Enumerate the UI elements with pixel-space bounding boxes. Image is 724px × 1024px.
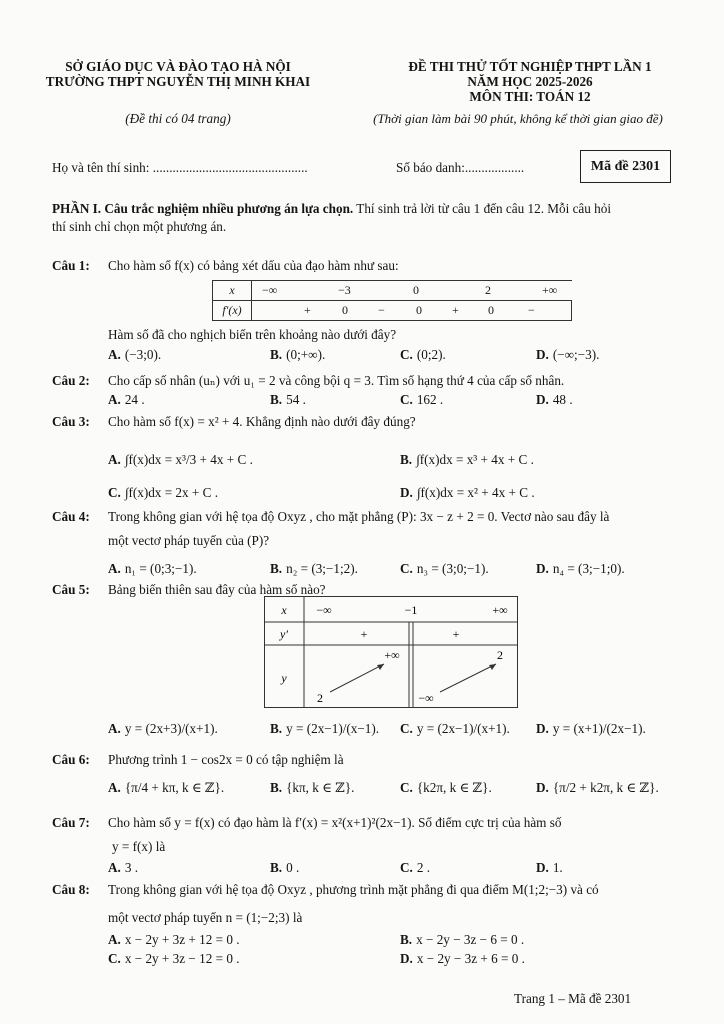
q1-x-val: −∞: [262, 283, 278, 297]
q1-label: Câu 1:: [52, 258, 90, 273]
school-name: TRƯỜNG THPT NGUYỄN THỊ MINH KHAI: [45, 74, 311, 89]
time-note: (Thời gian làm bài 90 phút, không kể thời gian giao đề): [373, 111, 663, 126]
q1-sign: +: [304, 303, 311, 317]
q1-sign: −: [528, 303, 535, 317]
q6-text: Phương trình 1 − cos2x = 0 có tập nghiệm là: [108, 752, 344, 767]
q3-option-a[interactable]: A. ∫f(x)dx = x³/3 + 4x + C .: [108, 452, 253, 467]
subject: MÔN THI: TOÁN 12: [469, 89, 591, 104]
q7-option-d[interactable]: D. 1.: [536, 860, 563, 875]
q5-x-val: −1: [404, 603, 418, 617]
q3-option-d[interactable]: D. ∫f(x)dx = x² + 4x + C .: [400, 485, 535, 500]
q6-option-a[interactable]: A. {π/4 + kπ, k ∈ ℤ}.: [108, 780, 225, 795]
q1-option-a[interactable]: A. (−3;0).: [108, 347, 162, 362]
q1-text: Cho hàm số f(x) có bảng xét dấu của đạo hàm như sau:: [108, 258, 399, 273]
q3-option-c[interactable]: C. ∫f(x)dx = 2x + C .: [108, 485, 219, 500]
q5-y-val: −∞: [418, 691, 434, 705]
q5-yp-sign: +: [452, 627, 460, 641]
q1-x-val: −3: [338, 283, 351, 297]
q5-variation-table: [264, 596, 518, 708]
q1-sign-table: [212, 280, 572, 321]
q1-x-val: 2: [485, 283, 491, 297]
exam-title: ĐỀ THI THỬ TỐT NGHIỆP THPT LẦN 1: [408, 59, 652, 74]
q5-x-label: x: [281, 603, 287, 617]
q7-option-c[interactable]: C. 2 .: [400, 860, 431, 875]
q5-option-d[interactable]: D. y = (x+1)/(2x−1).: [536, 721, 646, 736]
q6-option-b[interactable]: B. {kπ, k ∈ ℤ}.: [270, 780, 355, 795]
q5-option-a[interactable]: A. y = (2x+3)/(x+1).: [108, 721, 218, 736]
school-year: NĂM HỌC 2025-2026: [467, 74, 593, 89]
q5-y-val: 2: [317, 691, 323, 705]
q5-y-val: +∞: [384, 648, 400, 662]
part1-heading: [52, 201, 611, 217]
q1-sign: −: [378, 303, 385, 317]
q8-option-d[interactable]: D. x − 2y − 3z + 6 = 0 .: [400, 951, 525, 966]
q1-sign: 0: [342, 303, 348, 317]
q7-label: Câu 7:: [52, 815, 90, 830]
part1-desc: Thí sinh trả lời từ câu 1 đến câu 12. Mỗi câu hỏi: [353, 201, 612, 216]
student-name-field: Họ và tên thí sinh: ...............................................: [52, 160, 308, 175]
part1-title: PHẦN I. Câu trắc nghiệm nhiều phương án lựa chọn.: [52, 201, 354, 216]
q1-option-d[interactable]: D. (−∞;−3).: [536, 347, 600, 362]
q5-yp-sign: +: [360, 627, 368, 641]
q5-option-b[interactable]: B. y = (2x−1)/(x−1).: [270, 721, 380, 736]
q7-option-b[interactable]: B. 0 .: [270, 860, 300, 875]
page-footer: Trang 1 – Mã đề 2301: [514, 991, 632, 1006]
q4-label: Câu 4:: [52, 509, 90, 524]
q1-sign: 0: [488, 303, 494, 317]
q6-label: Câu 6:: [52, 752, 90, 767]
q4-option-a[interactable]: A. n₁ = (0;3;−1).: [108, 561, 197, 576]
q8-text: Trong không gian với hệ tọa độ Oxyz , phương trình mặt phẳng đi qua điểm M(1;2;−3) và có: [108, 882, 599, 897]
q5-y-label: y: [281, 671, 287, 685]
q7-text2: y = f(x) là: [112, 839, 166, 854]
q1-fp-label: f′(x): [213, 301, 252, 321]
q4-option-d[interactable]: D. n₄ = (3;−1;0).: [536, 561, 625, 576]
q5-yp-label: y′: [280, 627, 288, 641]
q5-option-c[interactable]: C. y = (2x−1)/(x+1).: [400, 721, 510, 736]
q2-label: Câu 2:: [52, 373, 90, 388]
q4-text: Trong không gian với hệ tọa độ Oxyz , cho mặt phẳng (P): 3x − z + 2 = 0. Vectơ nào sau đây là: [108, 509, 610, 524]
q8-option-a[interactable]: A. x − 2y + 3z + 12 = 0 .: [108, 932, 240, 947]
q1-option-b[interactable]: B. (0;+∞).: [270, 347, 326, 362]
page-count-note: (Đề thi có 04 trang): [125, 111, 231, 126]
q4-option-b[interactable]: B. n₂ = (3;−1;2).: [270, 561, 358, 576]
q6-option-c[interactable]: C. {k2π, k ∈ ℤ}.: [400, 780, 492, 795]
q2-option-d[interactable]: D. 48 .: [536, 392, 573, 407]
q1-option-c[interactable]: C. (0;2).: [400, 347, 446, 362]
q2-option-a[interactable]: A. 24 .: [108, 392, 145, 407]
q5-label: Câu 5:: [52, 582, 90, 597]
q7-option-a[interactable]: A. 3 .: [108, 860, 139, 875]
q1-x-val: +∞: [542, 283, 558, 297]
q3-text: Cho hàm số f(x) = x² + 4. Khẳng định nào dưới đây đúng?: [108, 414, 416, 429]
q2-text: Cho cấp số nhân (uₙ) với u₁ = 2 và công bội q = 3. Tìm số hạng thứ 4 của cấp số nhân.: [108, 373, 565, 388]
q1-text2: Hàm số đã cho nghịch biến trên khoảng nào dưới đây?: [108, 327, 397, 342]
q4-text2: một vectơ pháp tuyến của (P)?: [108, 533, 270, 548]
q5-y-val: 2: [497, 648, 503, 662]
q8-text2: một vectơ pháp tuyến n = (1;−2;3) là: [108, 910, 303, 925]
q2-option-b[interactable]: B. 54 .: [270, 392, 306, 407]
q1-sign: 0: [416, 303, 422, 317]
q1-sign: +: [452, 303, 459, 317]
q3-option-b[interactable]: B. ∫f(x)dx = x³ + 4x + C .: [400, 452, 534, 467]
q2-option-c[interactable]: C. 162 .: [400, 392, 444, 407]
q8-option-c[interactable]: C. x − 2y + 3z − 12 = 0 .: [108, 951, 240, 966]
q8-label: Câu 8:: [52, 882, 90, 897]
q1-x-val: 0: [413, 283, 419, 297]
part1-desc-line2: thí sinh chỉ chọn một phương án.: [52, 219, 227, 234]
q6-option-d[interactable]: D. {π/2 + k2π, k ∈ ℤ}.: [536, 780, 659, 795]
dept-name: SỞ GIÁO DỤC VÀ ĐÀO TẠO HÀ NỘI: [65, 59, 291, 74]
exam-code-box: Mã đề 2301: [580, 150, 671, 183]
q5-arrow-up: [330, 664, 384, 692]
q5-x-val: −∞: [316, 603, 332, 617]
q3-label: Câu 3:: [52, 414, 90, 429]
q5-arrow-up: [440, 664, 496, 692]
student-id-field: Số báo danh:..................: [396, 160, 525, 175]
q5-x-val: +∞: [492, 603, 508, 617]
q7-text: Cho hàm số y = f(x) có đạo hàm là f′(x) = x²(x+1)²(2x−1). Số điểm cực trị của hàm số: [108, 815, 562, 830]
q5-text: Bảng biến thiên sau đây của hàm số nào?: [108, 582, 326, 597]
q4-option-c[interactable]: C. n₃ = (3;0;−1).: [400, 561, 489, 576]
q8-option-b[interactable]: B. x − 2y − 3z − 6 = 0 .: [400, 932, 525, 947]
q1-x-label: x: [213, 281, 252, 301]
